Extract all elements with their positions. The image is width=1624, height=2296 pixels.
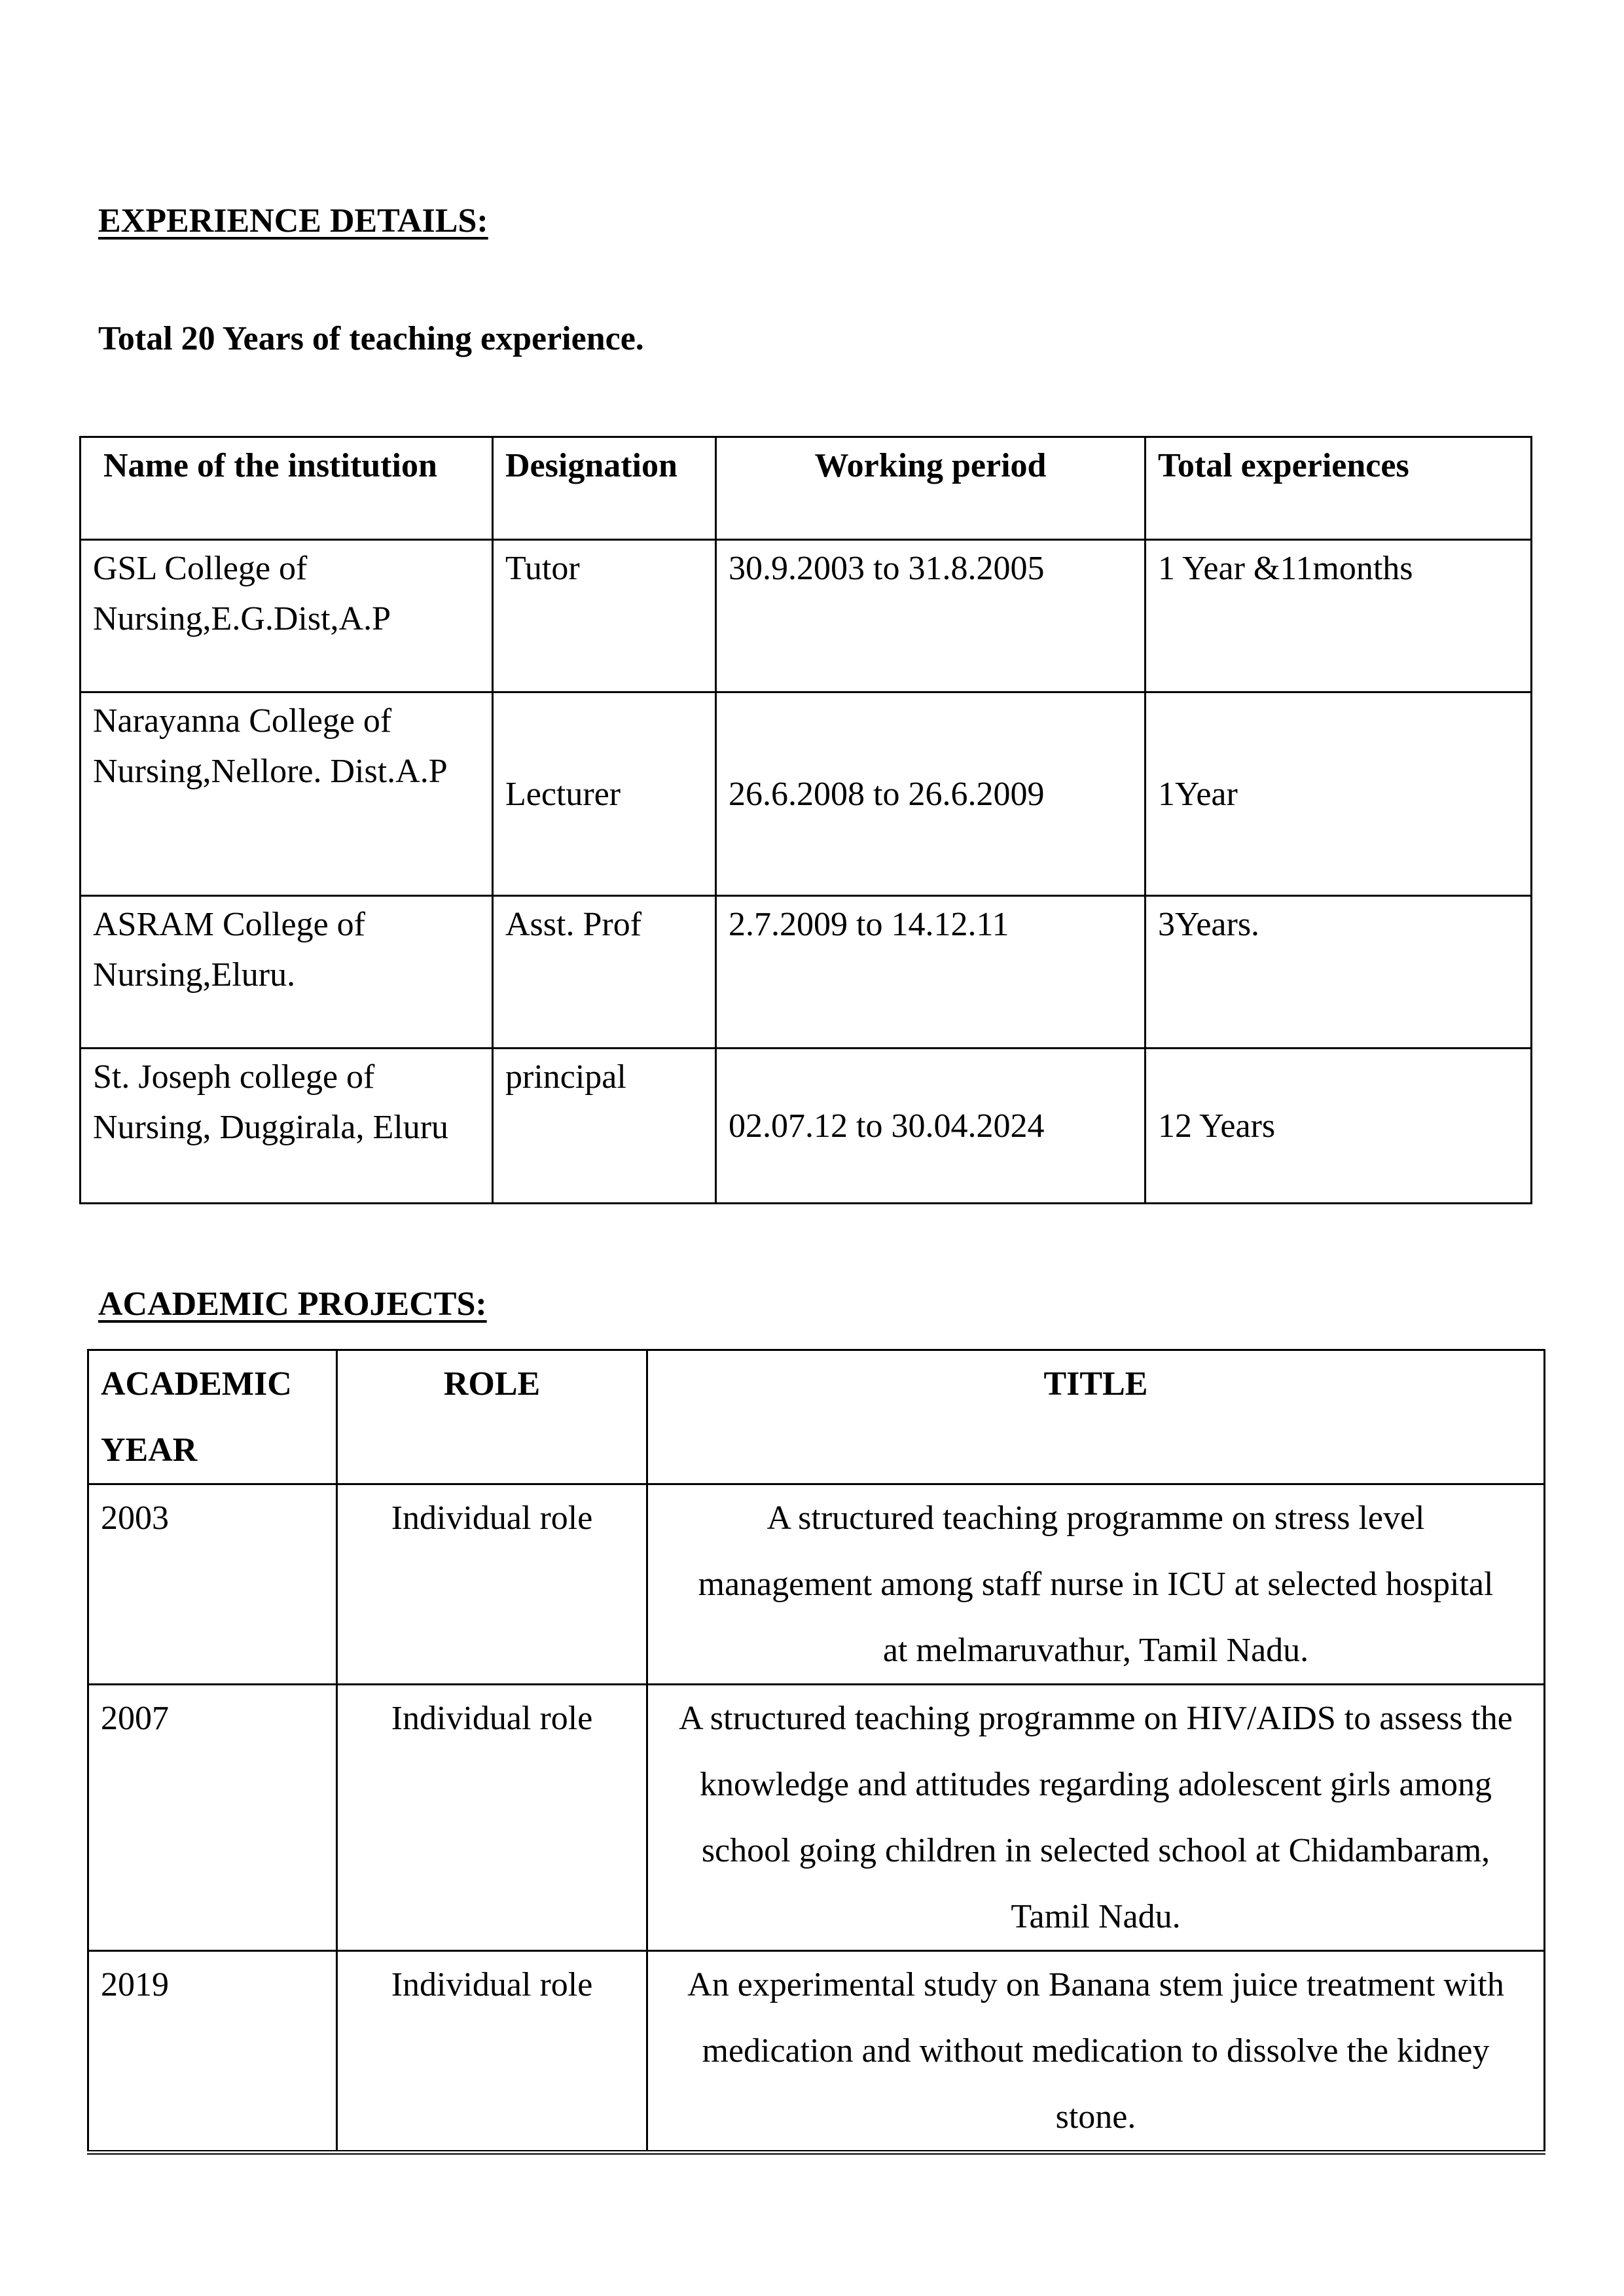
institution-cell: ASRAM College of Nursing,Eluru. (81, 896, 493, 1049)
institution-cell: GSL College of Nursing,E.G.Dist,A.P (81, 540, 493, 692)
title-cell: A structured teaching programme on HIV/AIDS to assess the knowledge and attitudes regarding adolescent girls among school going children in selected school at Chidambaram, Tamil Nadu. (647, 1685, 1545, 1951)
year-cell: 2003 (88, 1484, 337, 1685)
header-title: TITLE (647, 1350, 1545, 1484)
total-cell: 3Years. (1146, 896, 1532, 1049)
total-cell: 1 Year &11months (1146, 540, 1532, 692)
table-row (81, 1049, 1532, 1204)
experience-header-row (81, 437, 1532, 540)
table-row (81, 540, 1532, 692)
header-designation: Designation (493, 437, 716, 540)
projects-table (87, 1349, 1545, 2155)
designation-cell: Lecturer (493, 692, 716, 896)
experience-table (79, 436, 1532, 1204)
total-cell: 12 Years (1146, 1049, 1532, 1204)
table-row (81, 692, 1532, 896)
period-cell: 30.9.2003 to 31.8.2005 (716, 540, 1146, 692)
designation-cell: Asst. Prof (493, 896, 716, 1049)
header-total-experiences: Total experiences (1146, 437, 1532, 540)
role-cell: Individual role (337, 1951, 647, 2153)
header-academic-year: ACADEMIC YEAR (88, 1350, 337, 1484)
header-institution: Name of the institution (81, 437, 493, 540)
projects-heading: ACADEMIC PROJECTS: (98, 1285, 487, 1323)
experience-heading: EXPERIENCE DETAILS: (98, 202, 488, 240)
table-row (81, 896, 1532, 1049)
institution-cell: St. Joseph college of Nursing, Duggirala, Eluru (81, 1049, 493, 1204)
institution-cell: Narayanna College of Nursing,Nellore. Dist.A.P (81, 692, 493, 896)
period-cell: 26.6.2008 to 26.6.2009 (716, 692, 1146, 896)
period-cell: 2.7.2009 to 14.12.11 (716, 896, 1146, 1049)
table-row (88, 1685, 1545, 1951)
year-cell: 2007 (88, 1685, 337, 1951)
role-cell: Individual role (337, 1685, 647, 1951)
experience-summary: Total 20 Years of teaching experience. (98, 320, 644, 357)
period-cell: 02.07.12 to 30.04.2024 (716, 1049, 1146, 1204)
header-role: ROLE (337, 1350, 647, 1484)
table-row (88, 1951, 1545, 2153)
title-cell: A structured teaching programme on stress level management among staff nurse in ICU at selected hospital at melmaruvathur, Tamil Nadu. (647, 1484, 1545, 1685)
header-working-period: Working period (716, 437, 1146, 540)
title-cell: An experimental study on Banana stem juice treatment with medication and without medication to dissolve the kidney stone. (647, 1951, 1545, 2153)
designation-cell: Tutor (493, 540, 716, 692)
designation-cell: principal (493, 1049, 716, 1204)
year-cell: 2019 (88, 1951, 337, 2153)
projects-header-row (88, 1350, 1545, 1484)
role-cell: Individual role (337, 1484, 647, 1685)
total-cell: 1Year (1146, 692, 1532, 896)
table-row (88, 1484, 1545, 1685)
